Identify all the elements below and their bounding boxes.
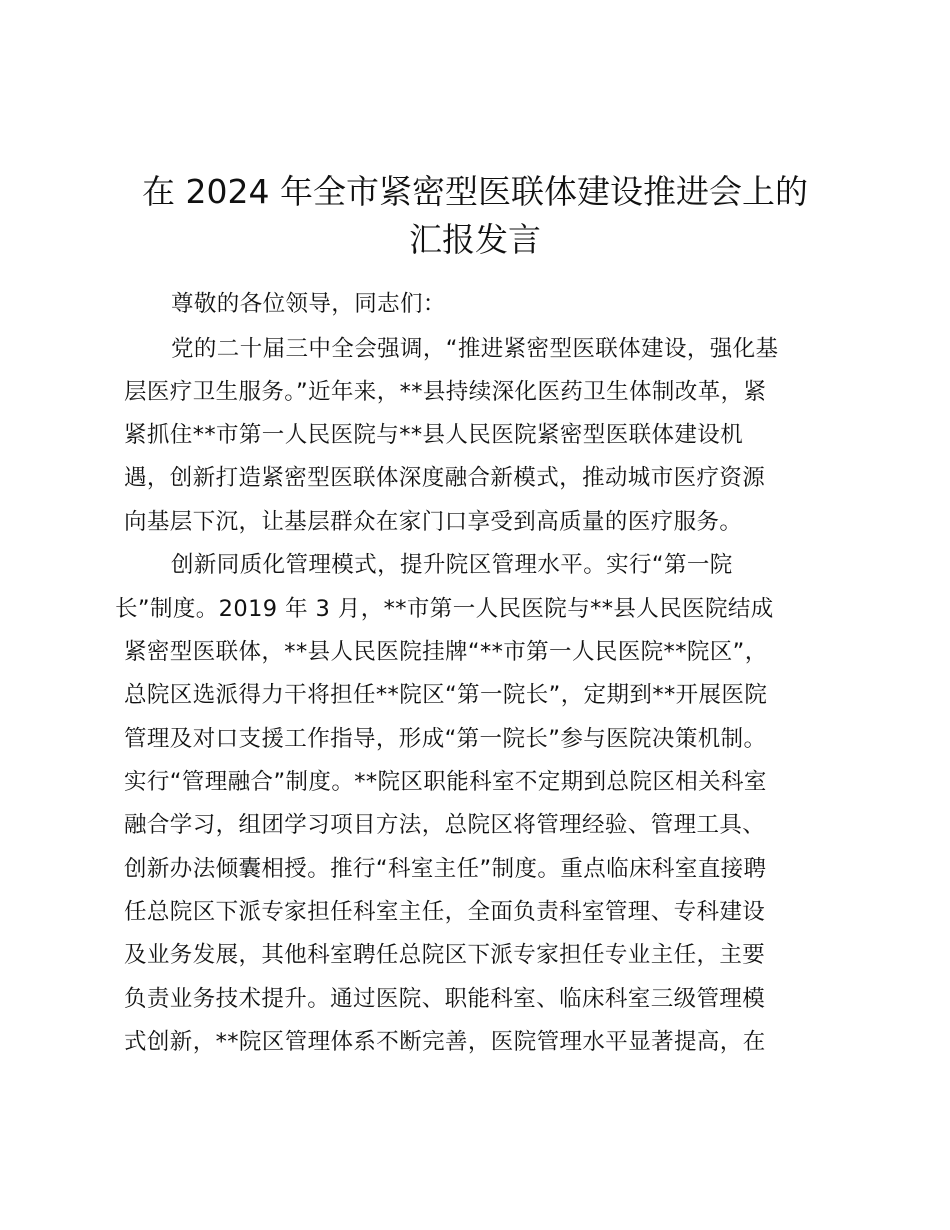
paragraph-line: 实行“管理融合”制度。**院区职能科室不定期到总院区相关科室 bbox=[124, 769, 767, 795]
paragraph-line: 党的二十届三中全会强调，“推进紧密型医联体建设，强化基 bbox=[171, 336, 779, 362]
paragraph-line: 紧密型医联体，**县人民医院挂牌“**市第一人民医院**院区”， bbox=[124, 639, 768, 665]
paragraph-line: 融合学习，组团学习项目方法，总院区将管理经验、管理工具、 bbox=[124, 812, 766, 838]
paragraph-line: 负责业务技术提升。通过医院、职能科室、临床科室三级管理模 bbox=[124, 986, 766, 1012]
paragraph-line: 创新同质化管理模式，提升院区管理水平。实行“第一院 bbox=[171, 552, 733, 578]
paragraph-line: 及业务发展，其他科室聘任总院区下派专家担任专业主任，主要 bbox=[124, 942, 766, 968]
title-line-2: 汇报发言 bbox=[409, 220, 541, 259]
paragraph-line: 紧抓住**市第一人民医院与**县人民医院紧密型医联体建设机 bbox=[124, 422, 744, 448]
paragraph-line: 总院区选派得力干将担任**院区“第一院长”，定期到**开展医院 bbox=[124, 682, 768, 708]
paragraph-line: 层医疗卫生服务。”近年来，**县持续深化医药卫生体制改革，紧 bbox=[124, 379, 767, 405]
salutation: 尊敬的各位领导，同志们： bbox=[171, 291, 446, 317]
paragraph-line: 管理及对口支援工作指导，形成“第一院长”参与医院决策机制。 bbox=[124, 726, 767, 752]
document-title bbox=[110, 168, 840, 264]
paragraph-line: 任总院区下派专家担任科室主任，全面负责科室管理、专科建设 bbox=[124, 899, 766, 925]
paragraph-line: 遇，创新打造紧密型医联体深度融合新模式，推动城市医疗资源 bbox=[124, 465, 766, 491]
paragraph-line: 式创新，**院区管理体系不断完善，医院管理水平显著提高，在 bbox=[124, 1029, 766, 1055]
paragraph-line: 向基层下沉，让基层群众在家门口享受到高质量的医疗服务。 bbox=[124, 509, 743, 535]
paragraph-line: 创新办法倾囊相授。推行“科室主任”制度。重点临床科室直接聘 bbox=[124, 856, 767, 882]
paragraph-line: 长”制度。2019 年 3 月，**市第一人民医院与**县人民医院结成 bbox=[115, 596, 774, 622]
title-line-1: 在 2024 年全市紧密型医联体建设推进会上的 bbox=[142, 172, 808, 211]
